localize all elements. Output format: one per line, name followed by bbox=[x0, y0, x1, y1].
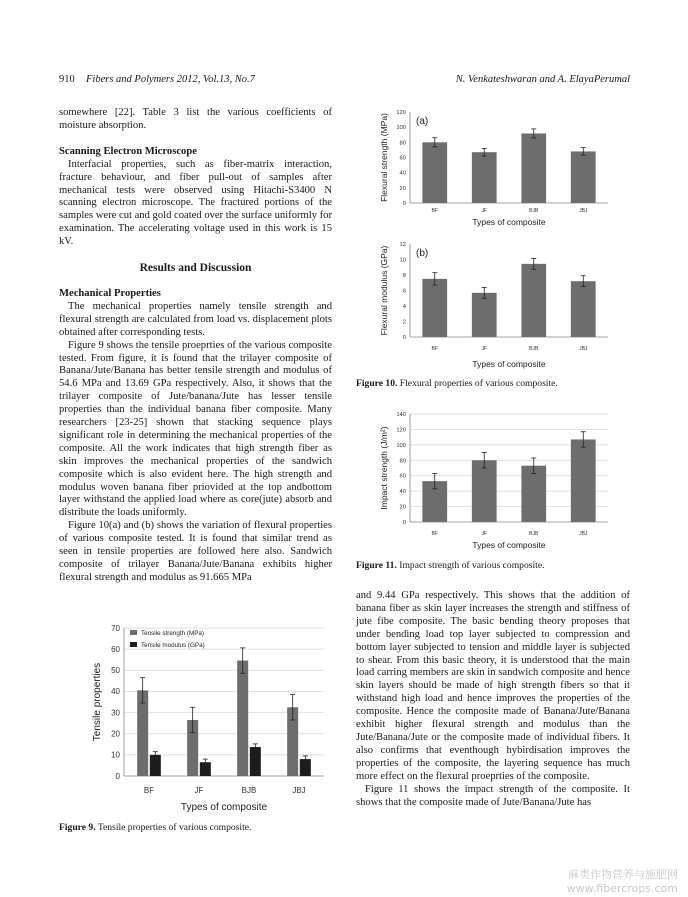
y-axis-title: Impact strength (J/m²) bbox=[379, 426, 389, 510]
bar-bjb bbox=[521, 264, 546, 337]
x-tick-label: BF bbox=[431, 208, 438, 214]
caption-figure9 bbox=[59, 822, 251, 833]
paragraph-fig9: Figure 9 shows the tensile proeprties of the various composite tested. From figure, it is found that the trilayer composite of Banana/Jute/Banana has better tensile strength and modulus of 54.6 MPa and 13.69 GPa respectively. Also, it shows that the trilayer composite of Jute/banana/Jute has lesser tensile properties than the individual banana fiber composite. Many researchers [23-25] shown that stacking sequence plays significant role in determining the mechanical properties of the composite. All the work indicates that high strength fiber as skin improves the mechanical properties of the sandwich composite which is also evident here. The high strength and modulus woven banana fiber priovided at the top andbottom layer withstand the applied load where as core(jute) absorb and distribute the loads uniformly. bbox=[59, 339, 332, 519]
x-tick-label: JF bbox=[481, 208, 488, 214]
x-tick-label: JBJ bbox=[292, 786, 306, 795]
y-axis-title: Flexural strength (MPa) bbox=[379, 113, 389, 202]
bar-jbj bbox=[571, 281, 596, 337]
x-tick-label: BF bbox=[431, 346, 438, 352]
y-tick-label: 30 bbox=[111, 708, 120, 718]
legend-label: Tensile strength (MPa) bbox=[141, 630, 204, 637]
y-tick-label: 10 bbox=[111, 750, 120, 760]
legend-swatch bbox=[130, 642, 137, 647]
caption-figure10 bbox=[356, 378, 558, 389]
y-axis-title: Tensile properties bbox=[92, 662, 103, 742]
x-tick-label: JBJ bbox=[579, 346, 588, 352]
y-tick-label: 20 bbox=[399, 185, 406, 192]
y-tick-label: 70 bbox=[111, 623, 120, 633]
x-tick-label: BF bbox=[431, 531, 438, 537]
y-tick-label: 60 bbox=[111, 644, 120, 654]
y-tick-label: 120 bbox=[396, 427, 406, 434]
heading-sem: Scanning Electron Microscope bbox=[59, 145, 197, 157]
chart-tensile-properties bbox=[90, 620, 330, 815]
y-tick-label: 20 bbox=[399, 504, 406, 511]
y-tick-label: 40 bbox=[399, 489, 406, 496]
x-tick-label: BJB bbox=[529, 208, 539, 214]
paragraph-fig10: Figure 10(a) and (b) shows the variation of flexural properties of various composite tested. It is found that similar trend as seen in tensile properties are followed here also. Sandwich composite of trilayer Banana/Jute/Banana exhibits higher flexural strength and modulus as 91.665 MPa bbox=[59, 520, 332, 583]
caption-figure9-label: Figure 9. bbox=[59, 822, 96, 833]
panel-label: (a) bbox=[416, 116, 429, 127]
x-axis-title: Types of composite bbox=[180, 802, 268, 813]
bar-bjb-series-1 bbox=[250, 747, 261, 776]
y-tick-label: 10 bbox=[399, 257, 406, 264]
y-tick-label: 6 bbox=[402, 288, 406, 295]
paragraph-fig11: Figure 11 shows the impact strength of the composite. It shows that the composite made of Jute/Banana/Jute has bbox=[356, 783, 630, 808]
paragraph-moisture: somewhere [22]. Table 3 list the various coefficients of moisture absorption. bbox=[59, 107, 332, 131]
y-tick-label: 2 bbox=[402, 319, 406, 326]
y-tick-label: 0 bbox=[115, 771, 120, 781]
y-tick-label: 80 bbox=[399, 140, 406, 147]
bar-bjb-series-0 bbox=[237, 661, 248, 776]
caption-figure9-text: Tensile properties of various composite. bbox=[95, 822, 252, 833]
legend-swatch bbox=[130, 630, 137, 635]
chart-flexural-strength bbox=[376, 106, 616, 232]
x-tick-label: BF bbox=[143, 786, 155, 795]
y-tick-label: 0 bbox=[402, 201, 406, 208]
x-tick-label: BJB bbox=[241, 786, 257, 795]
bar-bjb bbox=[521, 466, 546, 522]
watermark-line2: www.fibercrops.com bbox=[566, 882, 678, 895]
y-tick-label: 20 bbox=[111, 729, 120, 739]
x-tick-label: JF bbox=[481, 531, 488, 537]
right-column bbox=[356, 590, 630, 809]
caption-figure11-label: Figure 11. bbox=[356, 560, 397, 571]
bar-jbj bbox=[571, 151, 596, 203]
bar-jbj bbox=[571, 439, 596, 522]
left-column bbox=[59, 107, 332, 585]
bar-bf bbox=[422, 279, 447, 337]
paragraph-sem: Interfacial properties, such as fiber-matrix interaction, fracture behaviour, and fiber pull-out of samples after mechanical tests were observed using Hitachi-S3400 N scanning electron microscope. The fractured portions of the samples were cut and gold coated over the surface uniformly for examination. The accelerating voltage used in this work is 15 kV. bbox=[59, 158, 332, 248]
y-tick-label: 100 bbox=[396, 125, 406, 132]
y-tick-label: 50 bbox=[111, 666, 120, 676]
caption-figure10-label: Figure 10. bbox=[356, 378, 398, 389]
y-tick-label: 140 bbox=[396, 412, 406, 419]
chart-flexural-modulus bbox=[376, 238, 616, 372]
y-tick-label: 8 bbox=[402, 273, 406, 280]
y-tick-label: 12 bbox=[399, 242, 406, 249]
x-tick-label: BJB bbox=[529, 346, 539, 352]
x-axis-title: Types of composite bbox=[472, 540, 546, 550]
watermark-line1: 麻类作物营养与施肥网 bbox=[568, 868, 678, 881]
y-tick-label: 40 bbox=[399, 170, 406, 177]
heading-results: Results and Discussion bbox=[139, 262, 252, 275]
paragraph-continuation: and 9.44 GPa respectively. This shows that the addition of banana fiber as skin layer increases the strength and stiffness of jute fibe composite. The basic bending theory proposes that under bending load top layer subjected to compression and bottom layer subjected to tension and middle layer is subjected to shear. From this basic theory, it is understood that the main load carring members are skin in sandwich composite and hence skin layers should be made of high strength fibers so that it withstand high load and hence improves the properties of the composite. Hence the composite made of Banana/Jute/Banana exhibit higher flexural strength and modulus than the Jute/Banana/Jute or the composite made of individual fibers. It also confirms that eventhough hybirdisation improves the properties of the composite, the layering sequence has much more effect on the flexural proeprties of the composite. bbox=[356, 590, 630, 782]
paragraph-mechanical: The mechanical properties namely tensile strength and flexural strength are calculated from load vs. displacement plots obtained after corresponding tests. bbox=[59, 300, 332, 338]
watermark bbox=[567, 866, 678, 895]
y-tick-label: 80 bbox=[399, 458, 406, 465]
y-tick-label: 60 bbox=[399, 155, 406, 162]
panel-label: (b) bbox=[416, 248, 429, 259]
y-tick-label: 0 bbox=[402, 520, 406, 527]
caption-figure11 bbox=[356, 560, 544, 571]
x-tick-label: JF bbox=[481, 346, 488, 352]
x-axis-title: Types of composite bbox=[472, 217, 546, 227]
bar-jf bbox=[472, 152, 497, 203]
bar-bjb bbox=[521, 133, 546, 203]
bar-jf bbox=[472, 460, 497, 522]
journal-name: Fibers and Polymers 2012, Vol.13, No.7 bbox=[86, 74, 255, 85]
x-tick-label: BJB bbox=[529, 531, 539, 537]
y-tick-label: 40 bbox=[111, 687, 120, 697]
bar-bf bbox=[422, 142, 447, 203]
x-tick-label: JBJ bbox=[579, 531, 588, 537]
x-tick-label: JF bbox=[194, 786, 204, 795]
author-names: N. Venkateshwaran and A. ElayaPerumal bbox=[455, 74, 630, 85]
heading-mechanical: Mechanical Properties bbox=[59, 287, 161, 299]
x-tick-label: JBJ bbox=[579, 208, 588, 214]
bar-jf bbox=[472, 293, 497, 337]
legend-label: Tensile modulus (GPa) bbox=[141, 642, 205, 649]
page-number: 910 bbox=[59, 74, 75, 85]
y-tick-label: 100 bbox=[396, 442, 406, 449]
chart-impact-strength bbox=[376, 408, 616, 553]
caption-figure11-text: Impact strength of various composite. bbox=[396, 560, 545, 571]
y-tick-label: 0 bbox=[402, 335, 406, 342]
x-axis-title: Types of composite bbox=[472, 359, 546, 369]
y-tick-label: 4 bbox=[402, 304, 406, 311]
y-tick-label: 120 bbox=[396, 110, 406, 117]
y-tick-label: 60 bbox=[399, 473, 406, 480]
y-axis-title: Flexural modulus (GPa) bbox=[379, 245, 389, 336]
caption-figure10-text: Flexural properties of various composite. bbox=[397, 378, 558, 389]
